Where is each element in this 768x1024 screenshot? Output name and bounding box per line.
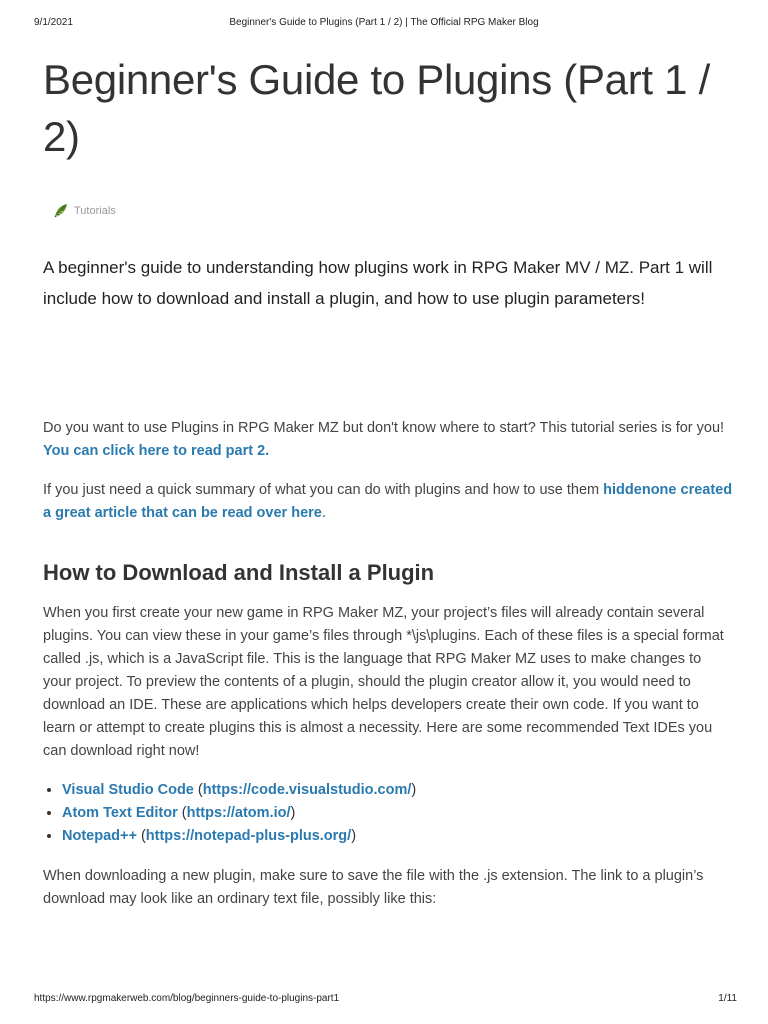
- page-number: 1/11: [718, 993, 737, 1004]
- section-heading: How to Download and Install a Plugin: [43, 560, 435, 585]
- paren-open: (: [136, 828, 146, 844]
- leaf-icon: [52, 202, 70, 220]
- intro-paragraph: [43, 417, 733, 463]
- print-header: [0, 17, 768, 31]
- category-tag[interactable]: [43, 201, 733, 221]
- list-item: [62, 779, 733, 802]
- list-item: [62, 802, 733, 825]
- ide-list: [43, 779, 733, 848]
- intro-text: Do you want to use Plugins in RPG Maker MZ but don't know where to start? This tutorial series is for you!: [43, 420, 725, 436]
- download-note: When downloading a new plugin, make sure to save the file with the .js extension. The link to a plugin’s download may look like an ordinary text file, possibly like this:: [43, 868, 704, 907]
- section-body: When you first create your new game in RPG Maker MZ, your project’s files will already contain several plugins. You can view these in your game’s files through *\js\plugins. Each of these files is a special format called .js, which is a JavaScript file. This is the language that RPG Maker MZ uses to make changes to your project. To preview the contents of a plugin, should the plugin creator allow it, you would need to download an IDE. These are applications which helps developers create their own code. If you want to learn or attempt to create plugins this is almost a necessity. Here are some recommended Text IDEs you can download right now!: [43, 605, 724, 759]
- article-title: Beginner's Guide to Plugins (Part 1 / 2): [43, 56, 710, 160]
- print-url: https://www.rpgmakerweb.com/blog/beginners-guide-to-plugins-part1: [34, 993, 340, 1004]
- vscode-link[interactable]: Visual Studio Code: [62, 782, 194, 798]
- atom-url-link[interactable]: https://atom.io/: [186, 805, 291, 821]
- summary-paragraph: [43, 479, 733, 525]
- notepadpp-link[interactable]: Notepad++: [62, 828, 137, 844]
- hiddenone-article-link[interactable]: hiddenone created a great article that can be read over here: [43, 482, 733, 521]
- notepadpp-url-link[interactable]: https://notepad-plus-plus.org/: [145, 828, 352, 844]
- atom-link[interactable]: Atom Text Editor: [62, 805, 178, 821]
- vscode-url-link[interactable]: https://code.visualstudio.com/: [202, 782, 412, 798]
- article-lead: A beginner's guide to understanding how plugins work in RPG Maker MV / MZ. Part 1 will include how to download and install a plugin, and how to use plugin parameters!: [43, 258, 713, 308]
- summary-text: If you just need a quick summary of what you can do with plugins and how to use them: [43, 482, 604, 498]
- print-date: 9/1/2021: [34, 17, 73, 28]
- paren-open: (: [177, 805, 187, 821]
- paren-open: (: [193, 782, 203, 798]
- paren-close: ): [411, 782, 417, 798]
- article: [43, 51, 733, 911]
- part2-link[interactable]: You can click here to read part 2.: [43, 443, 270, 459]
- summary-end: .: [321, 505, 326, 521]
- paren-close: ): [351, 828, 357, 844]
- list-item: [62, 825, 733, 848]
- print-footer: [0, 993, 768, 1007]
- paren-close: ): [290, 805, 296, 821]
- category-label[interactable]: Tutorials: [74, 205, 116, 217]
- print-page-title: Beginner's Guide to Plugins (Part 1 / 2) | The Official RPG Maker Blog: [229, 17, 539, 28]
